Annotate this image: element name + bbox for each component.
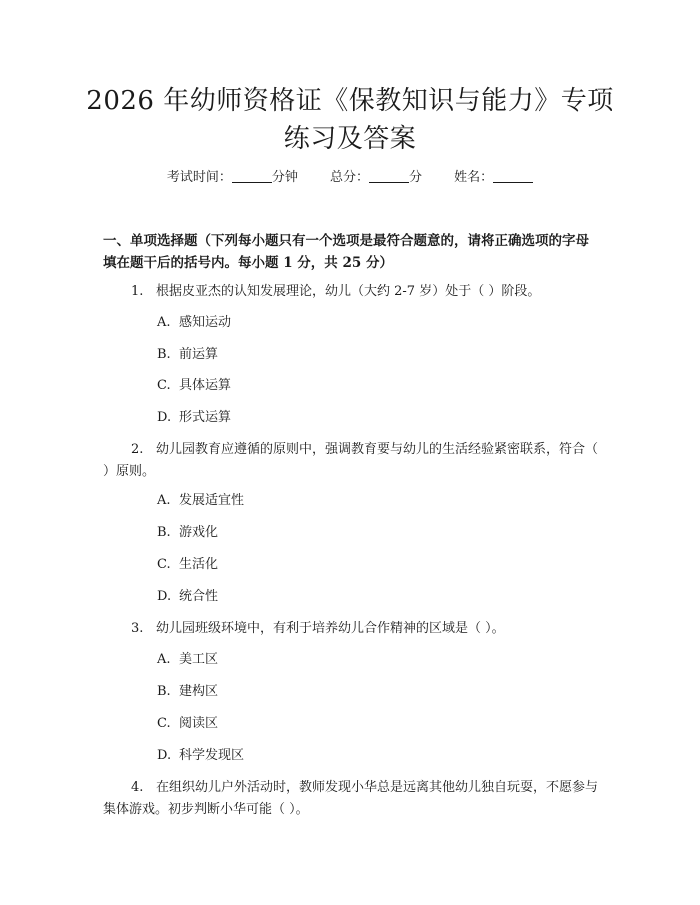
q2-option-c: C. 生活化 <box>157 557 219 572</box>
question-stem: 在组织幼儿户外活动时，教师发现小华总是远离其他幼儿独自玩耍，不愿参与集体游戏。初步判断小华可能（ ）。 <box>103 780 599 817</box>
q3-option-a: A. 美工区 <box>157 652 219 667</box>
q1-option-b: B. 前运算 <box>157 347 219 362</box>
total-score-field <box>330 168 422 188</box>
total-score-label: 总分： <box>329 170 369 185</box>
question-stem: 幼儿园教育应遵循的原则中，强调教育要与幼儿的生活经验紧密联系，符合（ ）原则。 <box>103 442 599 479</box>
section-heading-single-choice: 一、单项选择题（下列每小题只有一个选项是最符合题意的，请将正确选项的字母填在题干后的括号内。每小题 1 分，共 25 分） <box>103 233 589 271</box>
q1-option-a: A. 感知运动 <box>157 315 232 330</box>
question-number: 2. <box>131 442 144 457</box>
q3-option-c: C. 阅读区 <box>157 716 219 731</box>
q2-option-b: B. 游戏化 <box>157 525 219 540</box>
q2-option-a: A. 发展适宜性 <box>157 493 245 508</box>
total-score-unit: 分 <box>409 170 423 185</box>
name-label: 姓名： <box>454 170 494 185</box>
q1-option-c: C. 具体运算 <box>157 378 232 393</box>
question-number: 1. <box>131 284 144 299</box>
exam-time-label: 考试时间： <box>166 170 232 185</box>
exam-time-field <box>167 168 298 188</box>
document-title-line-1: 2026 年幼师资格证《保教知识与能力》专项 <box>86 86 614 116</box>
name-blank <box>493 168 533 183</box>
question-number: 4. <box>131 780 144 795</box>
question-4 <box>103 777 600 821</box>
question-stem: 幼儿园班级环境中，有利于培养幼儿合作精神的区域是（ ）。 <box>156 621 505 636</box>
exam-time-unit: 分钟 <box>271 170 298 185</box>
q3-option-b: B. 建构区 <box>157 684 219 699</box>
exam-time-blank <box>232 168 272 183</box>
document-title-line-2: 练习及答案 <box>283 124 417 154</box>
name-field <box>454 168 533 188</box>
question-number: 3. <box>131 621 144 636</box>
question-3 <box>103 618 600 640</box>
question-stem: 根据皮亚杰的认知发展理论，幼儿（大约 2-7 岁）处于（ ）阶段。 <box>156 284 541 299</box>
question-1 <box>103 281 600 303</box>
question-2 <box>103 439 600 483</box>
q3-option-d: D. 科学发现区 <box>157 748 245 763</box>
q2-option-d: D. 统合性 <box>157 589 219 604</box>
q1-option-d: D. 形式运算 <box>157 410 232 425</box>
total-score-blank <box>369 168 409 183</box>
exam-info-row <box>0 168 700 188</box>
